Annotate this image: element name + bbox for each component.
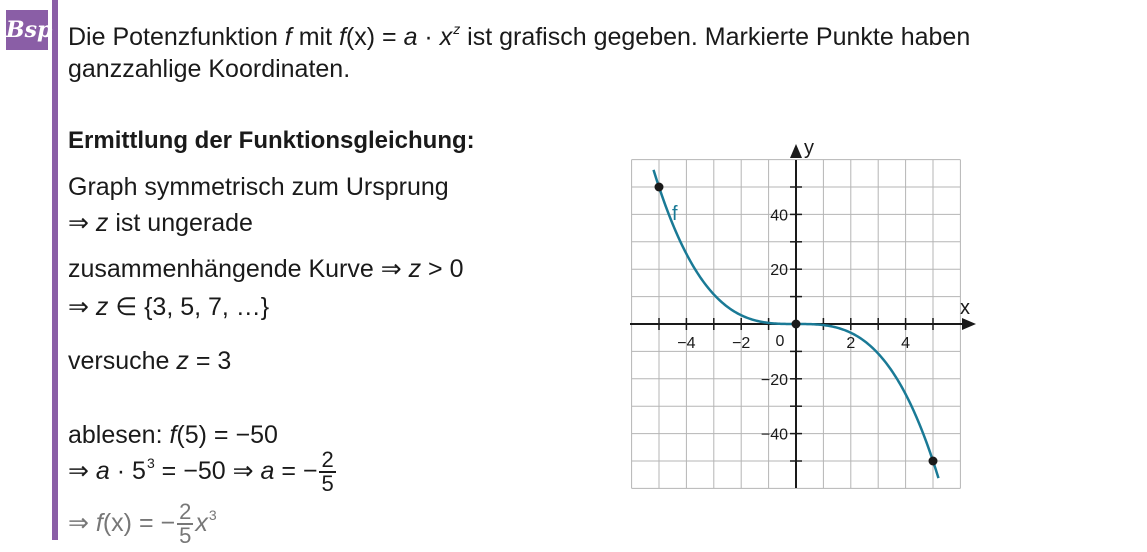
- step-connected: zusammenhängende Kurve ⇒ z > 0: [68, 255, 464, 283]
- step-result: ⇒ f(x) = − $\frac{2}{5}$ $x^3$: [68, 499, 217, 549]
- example-badge: Bsp: [6, 10, 48, 50]
- series-label-f: f: [672, 203, 678, 225]
- x-tick-label: 4: [901, 335, 911, 352]
- accent-bar: [52, 0, 58, 540]
- x-tick-label: −4: [677, 335, 696, 352]
- origin-label: 0: [775, 333, 785, 350]
- fraction-result: $\frac{2}{5}$: [179, 499, 192, 549]
- data-point: [655, 183, 664, 192]
- step-symmetry: Graph symmetrisch zum Ursprung: [68, 173, 449, 201]
- step-set: ⇒ z ∈ {3, 5, 7, …}: [68, 293, 270, 321]
- fraction-two-fifths: $\frac{2}{5}$: [321, 447, 334, 497]
- axis-label-x: x: [960, 297, 970, 319]
- x-tick-label: −2: [732, 335, 751, 352]
- y-tick-label: −40: [760, 426, 788, 444]
- y-tick-label: 40: [770, 207, 788, 225]
- y-tick-label: 20: [770, 262, 788, 280]
- intro-line-1: Die Potenzfunktion f mit $f(x) = a \cdot x^z$ ist grafisch gegeben. Markierte Punkte haben: [68, 21, 971, 51]
- y-tick-label: −20: [760, 371, 788, 389]
- section-heading: Ermittlung der Funktionsgleichung:: [68, 127, 475, 154]
- y-axis-arrow: [790, 144, 802, 158]
- step-solve-a: ⇒ $a \cdot 5^3 = -50$ ⇒ a = − $\frac{2}{5}$: [68, 447, 334, 497]
- data-point: [929, 457, 938, 466]
- intro-line-2: ganzzahlige Koordinaten.: [68, 55, 351, 83]
- step-try: versuche z = 3: [68, 347, 232, 375]
- step-read: ablesen: f(5) = −50: [68, 421, 278, 449]
- axis-label-y: y: [804, 137, 814, 159]
- x-tick-label: 2: [846, 335, 856, 352]
- data-point: [792, 320, 801, 329]
- function-graph: [620, 130, 990, 490]
- step-odd: ⇒ z ist ungerade: [68, 209, 253, 237]
- x-axis-arrow: [962, 318, 976, 330]
